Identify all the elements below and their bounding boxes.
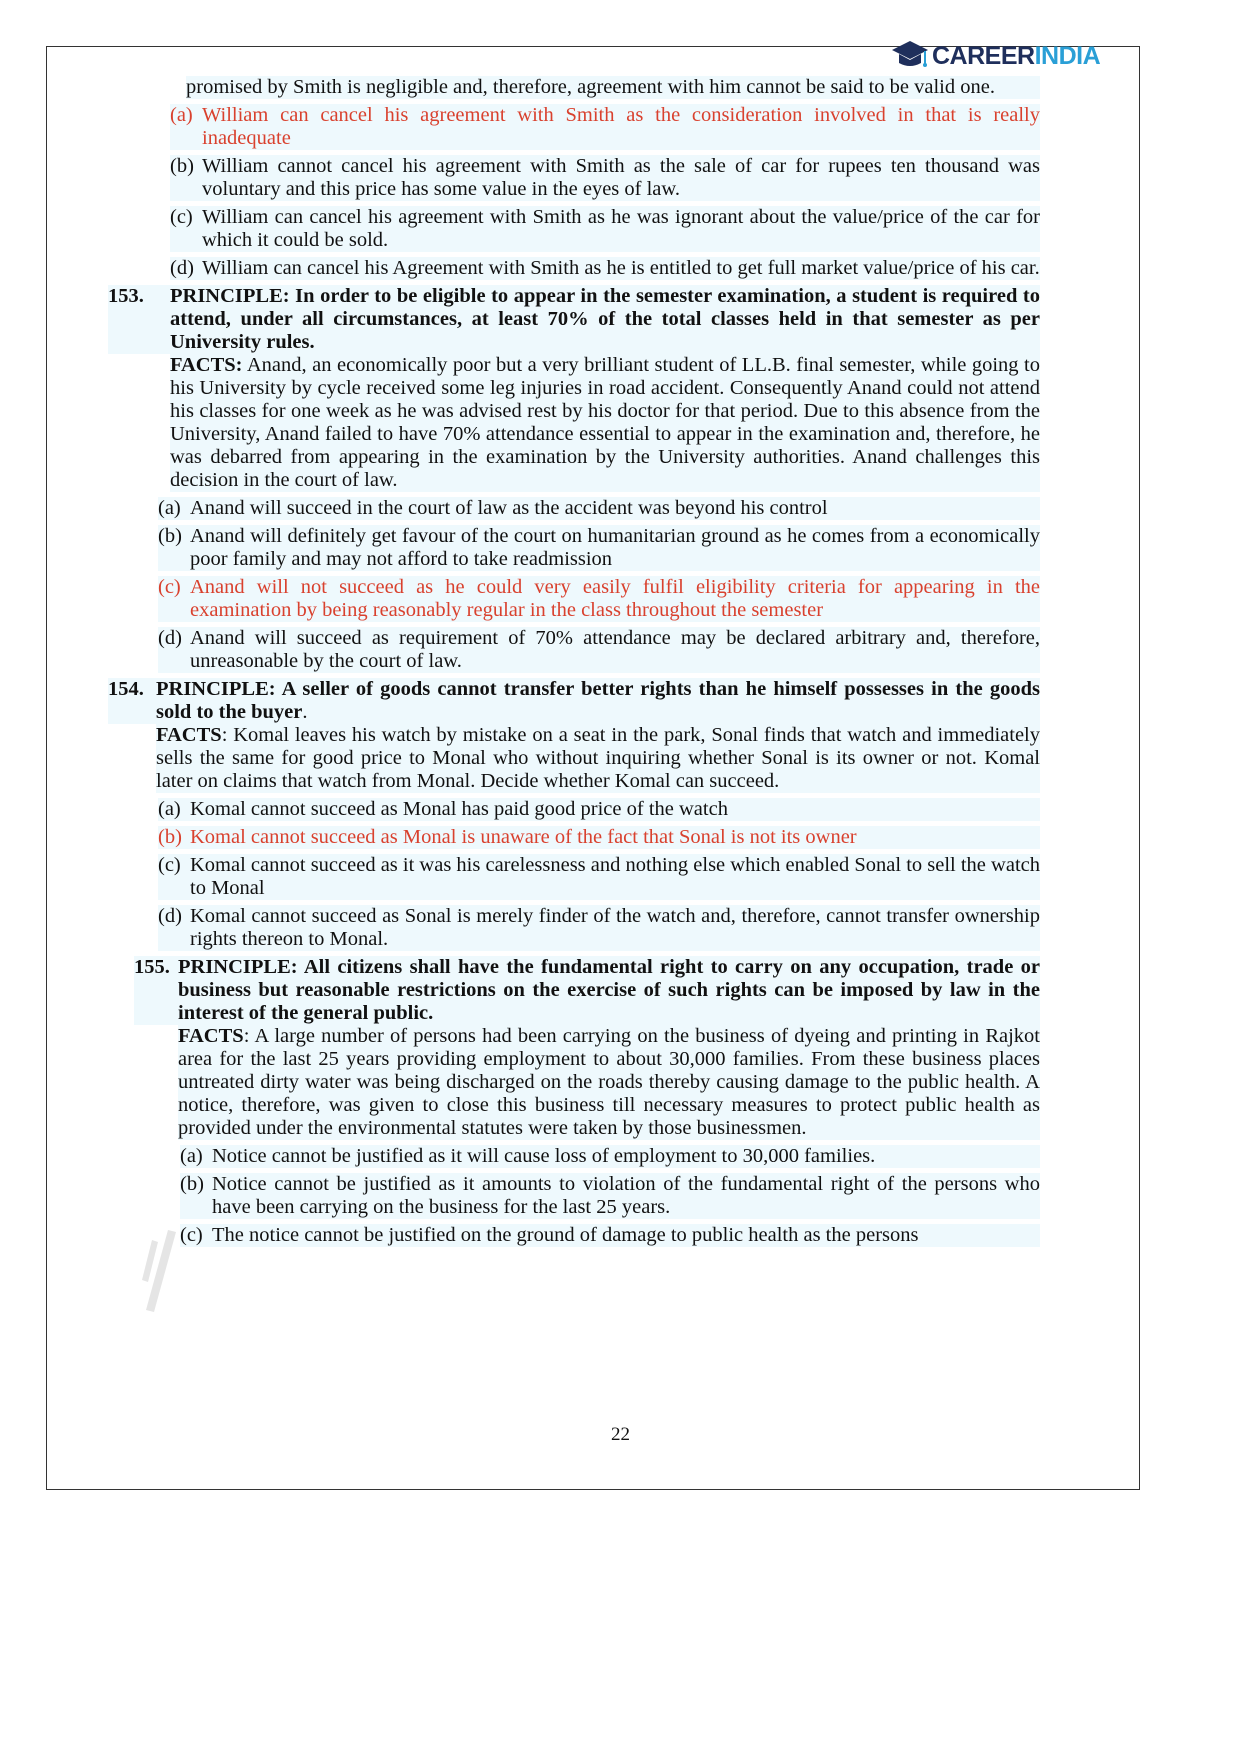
facts-154: FACTS: Komal leaves his watch by mistake on a seat in the park, Sonal finds that watch and immediately sells the same for good price to Monal who without inquiring whether Sonal is its owner or not. Komal later on claims that watch from Monal. Decide whether Komal can succeed. [156, 724, 1040, 792]
page-number: 22 [611, 1424, 630, 1445]
q153-option-b: (b) Anand will definitely get favour of the court on humanitarian ground as he comes from a economically poor family and may not afford to take readmission [158, 525, 1040, 570]
careerindia-logo [890, 34, 1100, 78]
q153-option-a: (a) Anand will succeed in the court of law as the accident was beyond his control [158, 497, 1040, 520]
q153-option-c: (c) Anand will not succeed as he could very easily fulfil eligibility criteria for appearing in the examination by being reasonably regular in the class throughout the semester [158, 576, 1040, 621]
q154-options [158, 798, 1040, 951]
principle: PRINCIPLE: In order to be eligible to appear in the semester examination, a student is required to attend, under all circumstances, at least 70% of the total classes held in that semester as per University rules. [170, 285, 1040, 353]
q155-option-c: (c) The notice cannot be justified on the ground of damage to public health as the persons [180, 1224, 1040, 1247]
watermark-mark [138, 1160, 178, 1320]
page-content [108, 76, 1040, 1247]
principle: PRINCIPLE: A seller of goods cannot transfer better rights than he himself possesses in the goods sold to the buyer. [156, 678, 1040, 723]
q154-option-c: (c) Komal cannot succeed as it was his carelessness and nothing else which enabled Sonal to sell the watch to Monal [158, 854, 1040, 899]
question-154 [108, 678, 1040, 724]
q152-option-a: (a) William can cancel his agreement with Smith as the consideration involved in that is really inadequate [170, 104, 1040, 149]
facts-155: FACTS: A large number of persons had been carrying on the business of dyeing and printing in Rajkot area for the last 25 years providing employment to about 30,000 families. From these business places untreated dirty water was being discharged on the roads thereby causing damage to the public health. A notice, therefore, was given to close this business till necessary measures to protect public health as provided under the environmental statutes were taken by those businessmen. [178, 1025, 1040, 1139]
question-153 [108, 285, 1040, 354]
facts-153: FACTS: Anand, an economically poor but a very brilliant student of LL.B. final semester, while going to his University by cycle received some leg injuries in road accident. Consequently Anand could not attend his classes for one week as he was advised rest by his doctor for that period. Due to this absence from the University, Anand failed to have 70% attendance essential to appear in the examination and, therefore, he was debarred from appearing in the examination by the University authorities. Anand challenges this decision in the court of law. [170, 354, 1040, 491]
q152-option-b: (b) William cannot cancel his agreement with Smith as the sale of car for rupees ten thousand was voluntary and this price has some value in the eyes of law. [170, 155, 1040, 200]
q153-options [158, 497, 1040, 673]
q152-option-c: (c) William can cancel his agreement with Smith as he was ignorant about the value/price of the car for which it could be sold. [170, 206, 1040, 251]
q154-option-a: (a) Komal cannot succeed as Monal has paid good price of the watch [158, 798, 1040, 821]
question-number: 153. [108, 285, 144, 307]
q155-option-a: (a) Notice cannot be justified as it will cause loss of employment to 30,000 families. [180, 1145, 1040, 1168]
principle: PRINCIPLE: All citizens shall have the fundamental right to carry on any occupation, trade or business but reasonable restrictions on the exercise of such rights can be imposed by law in the interest of the general public. [178, 956, 1040, 1024]
intro-paragraph: promised by Smith is negligible and, therefore, agreement with him cannot be said to be valid one. [186, 76, 1040, 99]
question-number: 154. [108, 678, 144, 700]
graduation-cap-icon [890, 36, 930, 76]
question-number: 155. [134, 956, 170, 978]
q155-option-b: (b) Notice cannot be justified as it amounts to violation of the fundamental right of the persons who have been carrying on the business for the last 25 years. [180, 1173, 1040, 1218]
q154-option-d: (d) Komal cannot succeed as Sonal is merely finder of the watch and, therefore, cannot transfer ownership rights thereon to Monal. [158, 905, 1040, 950]
q155-options [180, 1145, 1040, 1247]
q152-options [170, 104, 1040, 280]
logo-text: CAREERINDIA [932, 41, 1101, 70]
q153-option-d: (d) Anand will succeed as requirement of 70% attendance may be declared arbitrary and, therefore, unreasonable by the court of law. [158, 627, 1040, 672]
question-155 [134, 956, 1040, 1025]
q152-option-d: (d) William can cancel his Agreement with Smith as he is entitled to get full market value/price of his car. [170, 257, 1040, 279]
q154-option-b: (b) Komal cannot succeed as Monal is unaware of the fact that Sonal is not its owner [158, 826, 1040, 849]
